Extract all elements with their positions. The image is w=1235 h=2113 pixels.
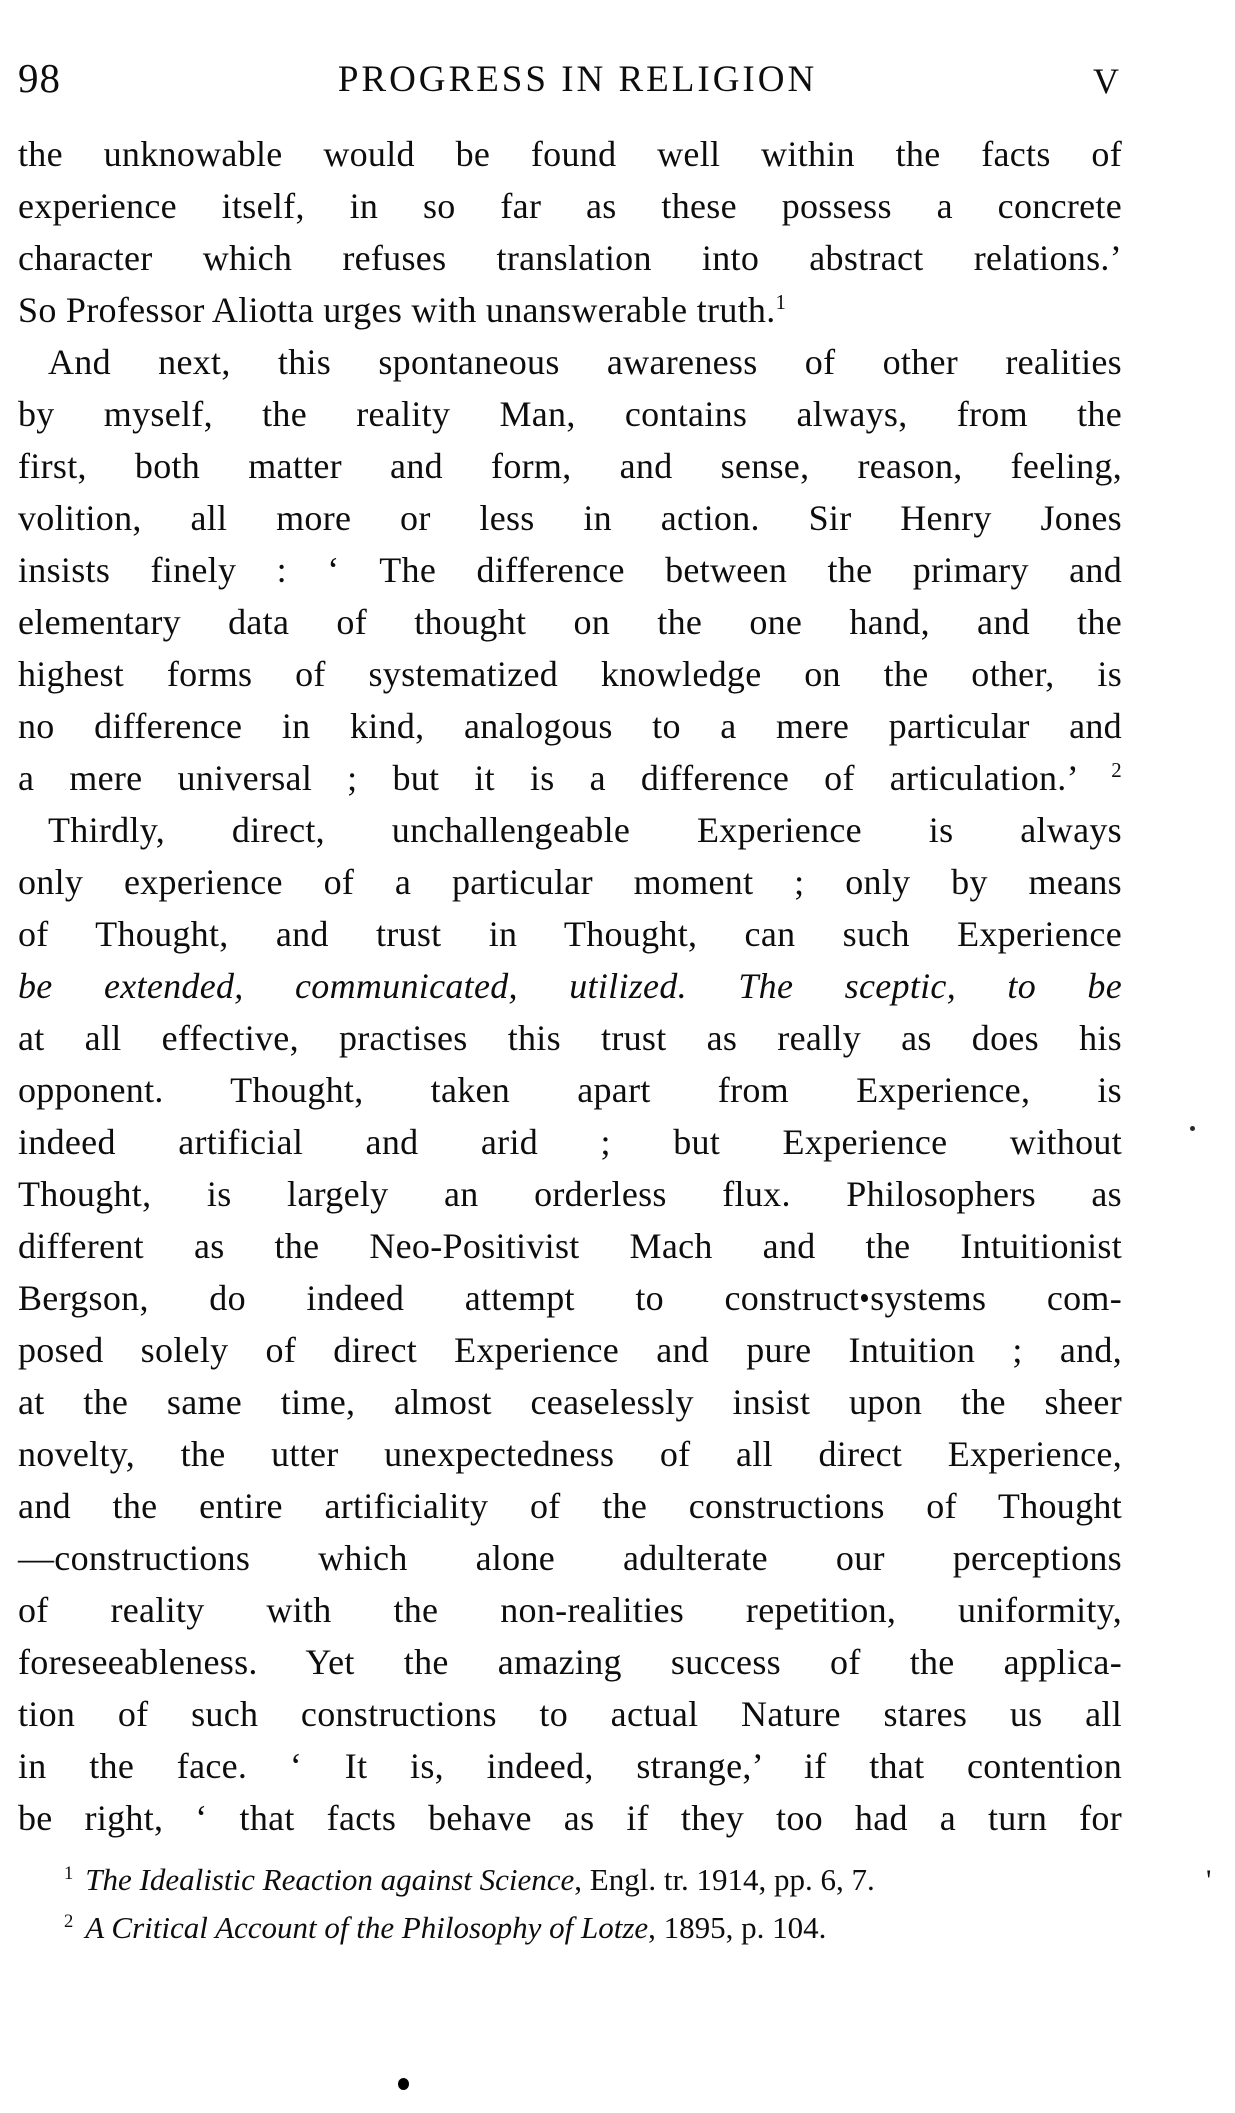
ink-speck <box>861 1294 868 1302</box>
text-line <box>18 1792 1122 1844</box>
text-line <box>18 1740 1122 1792</box>
body-text-segment: and the entire artificiality of the constructions of Thought <box>18 1486 1122 1526</box>
text-line <box>18 648 1122 700</box>
text-line <box>18 1220 1122 1272</box>
body-text-segment: highest forms of systematized knowledge on the other, is <box>18 654 1122 694</box>
body-text-segment: posed solely of direct Experience and pure Intuition ; and, <box>18 1330 1122 1370</box>
text-line <box>18 908 1122 960</box>
body-text-segment: volition, all more or less in action. Sir Henry Jones <box>18 498 1122 538</box>
text-line <box>18 1012 1122 1064</box>
body-text-segment: different as the Neo-Positivist Mach and the Intuitionist <box>18 1226 1122 1266</box>
text-line <box>18 1064 1122 1116</box>
body-text-segment: indeed artificial and arid ; but Experience without <box>18 1122 1122 1162</box>
text-line <box>18 1272 1122 1324</box>
text-line <box>18 1116 1122 1168</box>
body-text-segment: experience itself, in so far as these possess a concrete <box>18 186 1122 226</box>
footnote-1-title: The Idealistic Reaction against Science <box>85 1862 575 1897</box>
text-line <box>18 960 1122 1012</box>
body-text-segment: Thirdly, direct, unchallengeable Experience is always <box>48 810 1122 850</box>
text-line <box>18 1584 1122 1636</box>
footnote-1-ref: , Engl. tr. 1914, pp. 6, 7. <box>574 1862 875 1897</box>
body-text-segment: be right, ‘ that facts behave as if they too had a turn for <box>18 1798 1122 1838</box>
body-text-segment: insists finely : ‘ The difference between the primary and <box>18 550 1122 590</box>
text-line <box>18 752 1122 804</box>
body-text-segment: the unknowable would be found well within the facts of <box>18 134 1122 174</box>
ink-dot-artifact <box>398 2078 409 2090</box>
text-line <box>18 1688 1122 1740</box>
text-line <box>18 1324 1122 1376</box>
text-line <box>18 440 1122 492</box>
text-line <box>18 1480 1122 1532</box>
body-text-segment: tion of such constructions to actual Nature stares us all <box>18 1694 1122 1734</box>
text-line <box>18 1168 1122 1220</box>
text-line <box>18 388 1122 440</box>
footnote-2-ref: , 1895, p. 104. <box>648 1910 827 1945</box>
body-text-segment: no difference in kind, analogous to a mere particular and <box>18 706 1122 746</box>
body-text-segment: at all effective, practises this trust as really as does his <box>18 1018 1122 1058</box>
body-text-segment: Bergson, do indeed attempt to construct <box>18 1278 860 1318</box>
body-text-segment: elementary data of thought on the one hand, and the <box>18 602 1122 642</box>
body-text-segment: novelty, the utter unexpectedness of all direct Experience, <box>18 1434 1122 1474</box>
footnote-1-marker: 1 <box>64 1862 74 1884</box>
page-number: 98 <box>18 55 61 101</box>
body-text-segment: And next, this spontaneous awareness of other realities <box>48 342 1122 382</box>
body-text-segment: by myself, the reality Man, contains always, from the <box>18 394 1122 434</box>
footnote-2-title: A Critical Account of the Philosophy of Lotze <box>85 1910 649 1945</box>
text-line <box>18 284 1122 336</box>
text-line <box>18 1428 1122 1480</box>
text-line <box>18 180 1122 232</box>
text-line <box>18 1532 1122 1584</box>
body-text-segment: opponent. Thought, taken apart from Experience, is <box>18 1070 1122 1110</box>
chapter-numeral: V <box>1093 61 1119 101</box>
body-text-segment: at the same time, almost ceaselessly insist upon the sheer <box>18 1382 1122 1422</box>
body-text-segment: So Professor Aliotta urges with unanswerable truth. <box>18 290 776 330</box>
footnotes <box>18 1856 1148 1952</box>
body-text-segment: a mere universal ; but it is a difference of articulation.’ <box>18 758 1112 798</box>
body-text-segment: of reality with the non-realities repetition, uniformity, <box>18 1590 1122 1630</box>
text-line <box>18 856 1122 908</box>
body-text-segment: —constructions which alone adulterate our perceptions <box>18 1538 1122 1578</box>
body-text-segment: systems com- <box>870 1278 1122 1318</box>
body-text-segment: in the face. ‘ It is, indeed, strange,’ if that contention <box>18 1746 1122 1786</box>
text-line <box>18 804 1122 856</box>
body-text-segment: Thought, is largely an orderless flux. Philosophers as <box>18 1174 1122 1214</box>
text-line <box>18 1636 1122 1688</box>
body-text <box>18 128 1122 1844</box>
footnote-1 <box>18 1856 1148 1904</box>
text-line <box>18 1376 1122 1428</box>
text-line <box>18 128 1122 180</box>
text-line <box>18 336 1122 388</box>
footnote-reference-mark: 1 <box>775 290 787 314</box>
text-line <box>18 596 1122 648</box>
body-text-segment: only experience of a particular moment ; only by means <box>18 862 1122 902</box>
body-text-segment: be extended, communicated, utilized. The sceptic, to be <box>18 966 1122 1006</box>
body-text-segment: foreseeableness. Yet the amazing success of the applica- <box>18 1642 1122 1682</box>
body-text-segment: of Thought, and trust in Thought, can such Experience <box>18 914 1122 954</box>
ink-speck-artifact <box>1190 1126 1195 1131</box>
text-line <box>18 232 1122 284</box>
body-text-segment: first, both matter and form, and sense, reason, feeling, <box>18 446 1122 486</box>
running-header-title: PROGRESS IN RELIGION <box>337 59 818 100</box>
text-line <box>18 492 1122 544</box>
body-text-segment: character which refuses translation into abstract relations.’ <box>18 238 1122 278</box>
stray-quote-mark-artifact: ' <box>1206 1864 1212 1897</box>
footnote-reference-mark: 2 <box>1111 758 1122 782</box>
text-line <box>18 544 1122 596</box>
text-line <box>18 700 1122 752</box>
footnote-2 <box>18 1904 1148 1952</box>
footnote-2-marker: 2 <box>64 1910 74 1932</box>
